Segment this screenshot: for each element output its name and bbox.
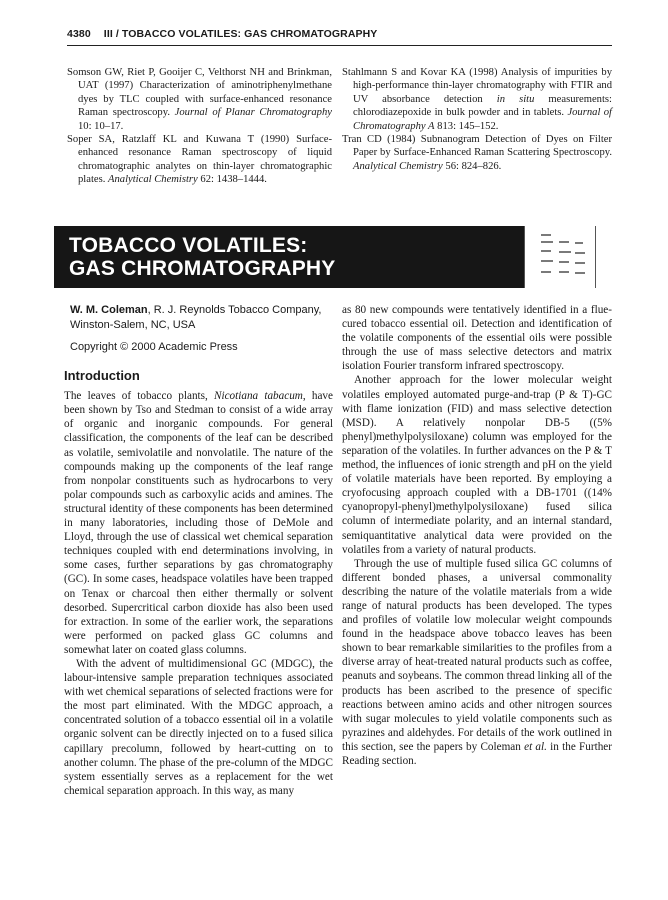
- references-left-column: [67, 66, 332, 187]
- section-heading: Introduction: [64, 368, 140, 384]
- reference-item: Stahlmann S and Kovar KA (1998) Analysis of impurities by high-performance thin-layer chromatography with FTIR and UV absorbance detection in situ measurements: chlorodiazepoxide in bulk powder and in tablets. Journal of Chromatography A 813: 145–152.: [342, 67, 612, 132]
- copyright-line: Copyright © 2000 Academic Press: [70, 341, 238, 353]
- running-header: [67, 28, 377, 40]
- journal-name: Journal of Planar Chromatography: [174, 107, 332, 119]
- article-title-banner: [54, 226, 524, 288]
- journal-name: Analytical Chemistry: [108, 174, 198, 186]
- body-left-column: [64, 303, 333, 798]
- reference-item: Soper SA, Ratzlaff KL and Kuwana T (1990) Surface-enhanced resonance Raman spectroscopy of liquid chromatographic analytes on thin-layer chromatographic plates. Analytical Chemistry 62: 1438–1444.: [67, 134, 332, 186]
- body-right-column: [342, 303, 612, 768]
- author-location: Winston-Salem, NC, USA: [70, 319, 196, 331]
- chromatography-plate-icon: [524, 226, 596, 288]
- paragraph: Through the use of multiple fused silica GC columns of different bonded phases, a universal commonality describing the nature of the volatile materials from a wide range of natural products has been developed. The types and profiles of volatile low molecular weight compounds found in the headspace above tobacco leaves has been shown to bear remarkable similarities to the profiles from a diverse array of heat-treated natural products such as coffee, peanuts and soybeans. The common thread linking all of the products has been ascribed to the presence of specific reactions between amino acids and other nitrogen sources with sugar molecules to yield volatile components such as pyrazines and aldehydes. For details of the work outlined in this section, see the papers by Coleman et al. in the Further Reading section.: [342, 557, 612, 767]
- paragraph: The leaves of tobacco plants, Nicotiana tabacum, have been shown by Tso and Stedman to consist of a wide array of organic and inorganic compounds. For general classification, the components of the leaf can be described as volatile, semivolatile and nonvolatile. The nature of the compounds making up the components of the leaf range from nonpolar constituents such as hydrocarbons to very polar compounds such as carboxylic acids and amines. The structural identity of these components has been determined in many laboratories, including those of DeMole and Lloyd, through the use of classical wet chemical separation techniques coupled with end determinations involving, in some cases, further separations by gas chromatography (GC). In some cases, headspace volatiles have been trapped on Tenax or charcoal then either thermally or solvent desorbed. Supercritical carbon dioxide has also been used for extraction. In some of the earlier work, the separations were performed on packed glass GC columns and somewhat later on coated glass columns.: [64, 390, 333, 656]
- references-right-column: [342, 66, 612, 173]
- journal-name: Analytical Chemistry: [353, 160, 443, 172]
- reference-item: Tran CD (1984) Subnanogram Detection of Dyes on Filter Paper by Surface-Enhanced Raman Scattering Spectroscopy. Analytical Chemistry 56: 824–826.: [342, 134, 612, 172]
- page-number: 4380: [67, 28, 91, 40]
- paragraph: With the advent of multidimensional GC (MDGC), the labour-intensive sample preparation techniques associated with wet chemical separations of selected fractions were for the most part eliminated. With the MDGC approach, a concentrated solution of a tobacco essential oil in a volatile organic solvent can be directly injected on to a fused silica capillary precolumn, followed by heart-cutting on to another column. The phase of the pre-column of the MDGC system essentially serves as a replacement for the wet chemical separation approach. In this way, as many: [64, 657, 333, 797]
- paragraph: Another approach for the lower molecular weight volatiles employed automated purge-and-trap (P & T)-GC with flame ionization (FID) and mass selective detection (MSD). A relatively nonpolar DB-5 ((5% phenyl)methylpolysiloxane) column was employed for the separation of the volatiles. In further advances on the P & T method, the influences of ionic strength and pH on the yield of volatile materials have been reported. By employing a cryofocusing approach coupled with a DB-1701 ((14% cyanopropyl-phenyl)methylpolysiloxane) fused silica column of intermediate polarity, and an internal standard, semiquantitative analytical data were provided on the volatiles from a variety of natural products.: [342, 374, 612, 556]
- author-name: W. M. Coleman: [70, 304, 148, 316]
- journal-name: Journal of Chromatography A: [353, 107, 612, 132]
- reference-item: Somson GW, Riet P, Gooijer C, Velthorst NH and Brinkman, UAT (1997) Characterization of aminotriphenylmethane dyes by TLC coupled with surface-enhanced resonance Raman spectroscopy. Journal of Planar Chromatography 10: 10–17.: [67, 67, 332, 132]
- header-rule: [67, 45, 612, 46]
- article-title: TOBACCO VOLATILES: GAS CHROMATOGRAPHY: [69, 234, 336, 280]
- author-affiliation: W. M. Coleman, R. J. Reynolds Tobacco Company, Winston-Salem, NC, USA: [70, 304, 322, 331]
- running-title: III / TOBACCO VOLATILES: GAS CHROMATOGRAPHY: [103, 28, 378, 40]
- paragraph-continued: as 80 new compounds were tentatively identified in a flue-cured tobacco essential oil. Detection and identification of the volatile components of the essential oils were possible through the use of mass selective detectors and matrix isolation Fourier transform infrared spectroscopy.: [342, 304, 612, 373]
